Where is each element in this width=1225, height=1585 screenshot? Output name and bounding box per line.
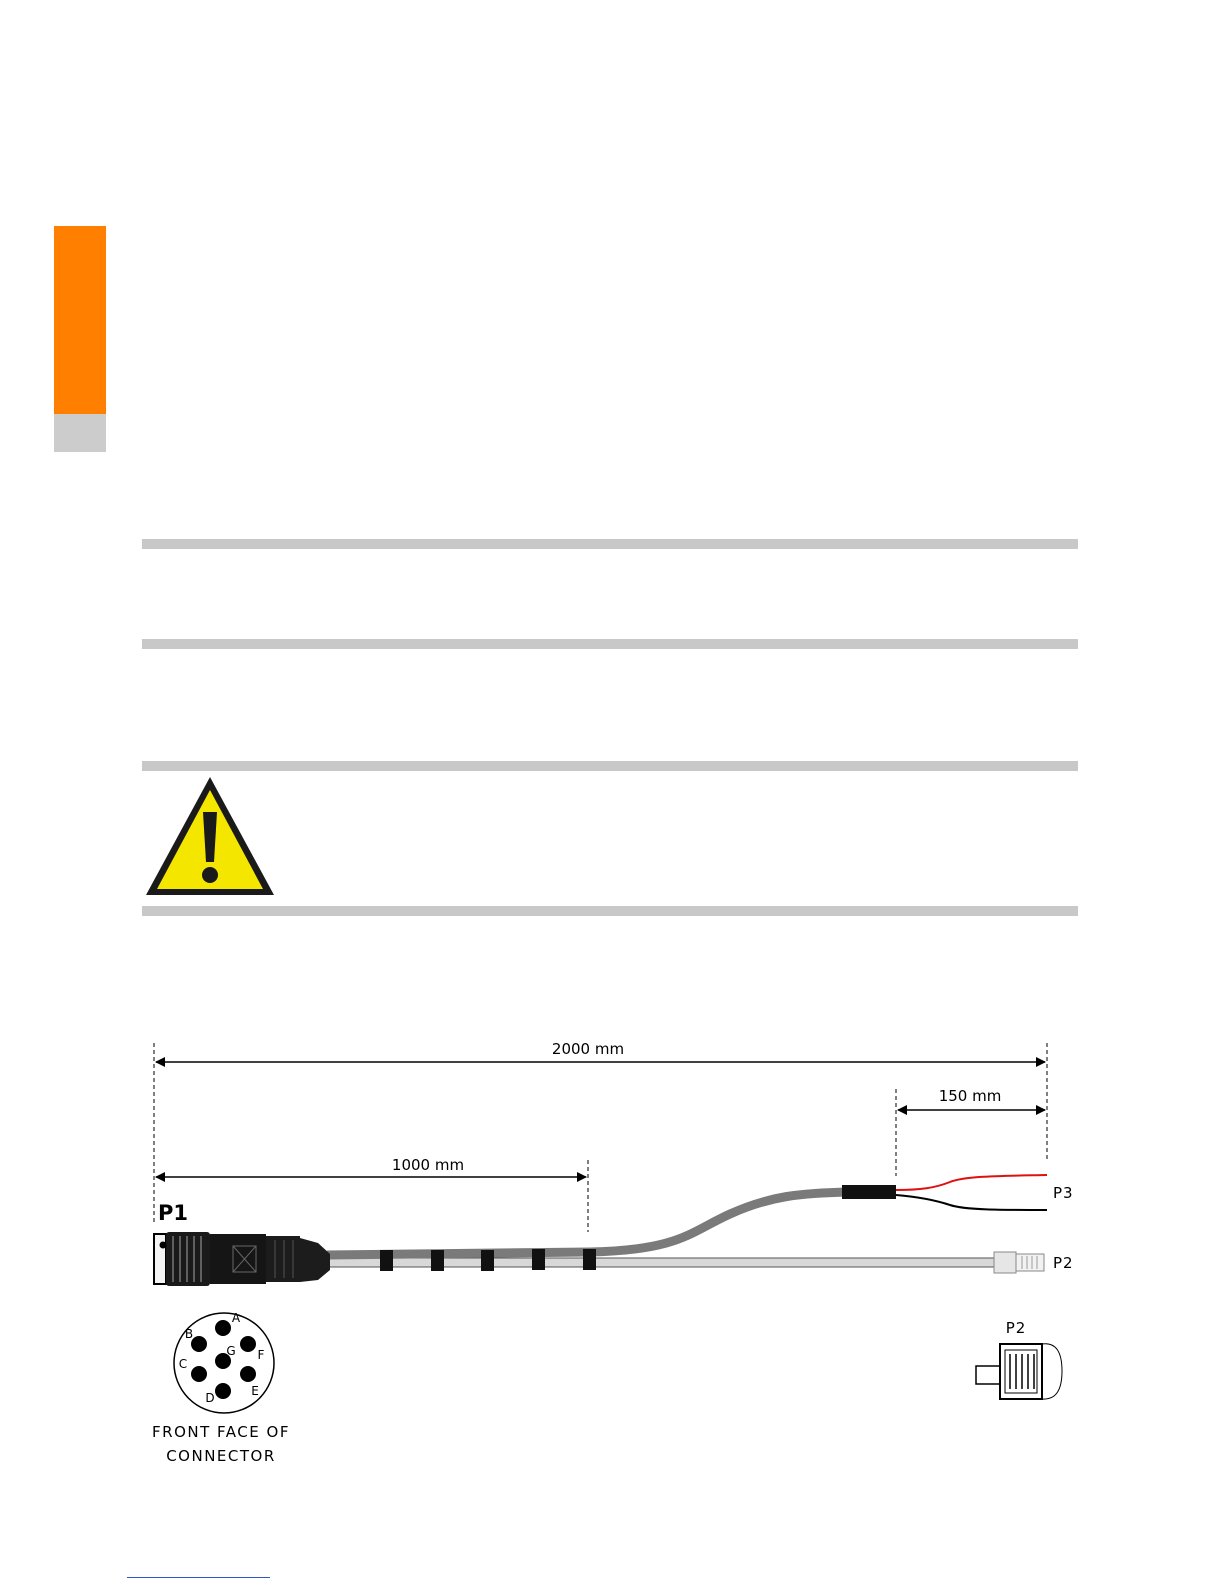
p2-plug — [994, 1252, 1044, 1273]
divider-rule — [142, 906, 1078, 916]
pin-label: F — [257, 1348, 265, 1362]
p1-connector-body — [154, 1232, 330, 1286]
breakout-dimension-label: 150 mm — [938, 1087, 1002, 1105]
footer-rule — [127, 1577, 270, 1578]
p1-label: P1 — [158, 1201, 189, 1225]
pin-f — [240, 1336, 256, 1352]
section-tab-orange — [54, 226, 106, 414]
cable-tie — [532, 1249, 545, 1270]
pin-d — [215, 1383, 231, 1399]
cable-tie — [481, 1250, 494, 1271]
extension-lines — [154, 1043, 1047, 1232]
p2-detail-label: P2 — [1005, 1319, 1027, 1337]
divider-rule — [142, 539, 1078, 549]
red-wire — [896, 1175, 1047, 1190]
divider-rule — [142, 639, 1078, 649]
pin-label: B — [184, 1327, 194, 1341]
p2-cable — [327, 1258, 997, 1267]
front-face-caption-line-1: FRONT FACE OF — [152, 1423, 290, 1441]
black-wire — [896, 1195, 1047, 1210]
section-tab-grey — [54, 414, 106, 452]
pin-a — [215, 1320, 231, 1336]
overall-dimension-label: 2000 mm — [551, 1040, 625, 1058]
cable-tie — [583, 1249, 596, 1270]
pin-label: G — [226, 1344, 236, 1358]
pin-c — [191, 1366, 207, 1382]
pin-label: C — [178, 1357, 188, 1371]
divider-rule — [142, 761, 1078, 771]
heat-shrink-sleeve — [842, 1185, 896, 1199]
cable-tie — [431, 1250, 444, 1271]
warning-triangle-icon — [143, 774, 277, 900]
pin-label: A — [231, 1311, 241, 1325]
branch-dimension-label: 1000 mm — [391, 1156, 465, 1174]
front-face-caption-line-2: CONNECTOR — [166, 1447, 276, 1465]
pin-e — [240, 1366, 256, 1382]
pin-label: D — [205, 1391, 215, 1405]
p2-label: P2 — [1053, 1254, 1074, 1272]
p3-label: P3 — [1053, 1184, 1074, 1202]
pin-label: E — [251, 1384, 259, 1398]
p2-jack-detail — [976, 1319, 1062, 1399]
cable-diagram — [0, 1020, 1225, 1480]
p1-front-face — [152, 1311, 290, 1465]
cable-tie — [380, 1250, 393, 1271]
pin-b — [191, 1336, 207, 1352]
